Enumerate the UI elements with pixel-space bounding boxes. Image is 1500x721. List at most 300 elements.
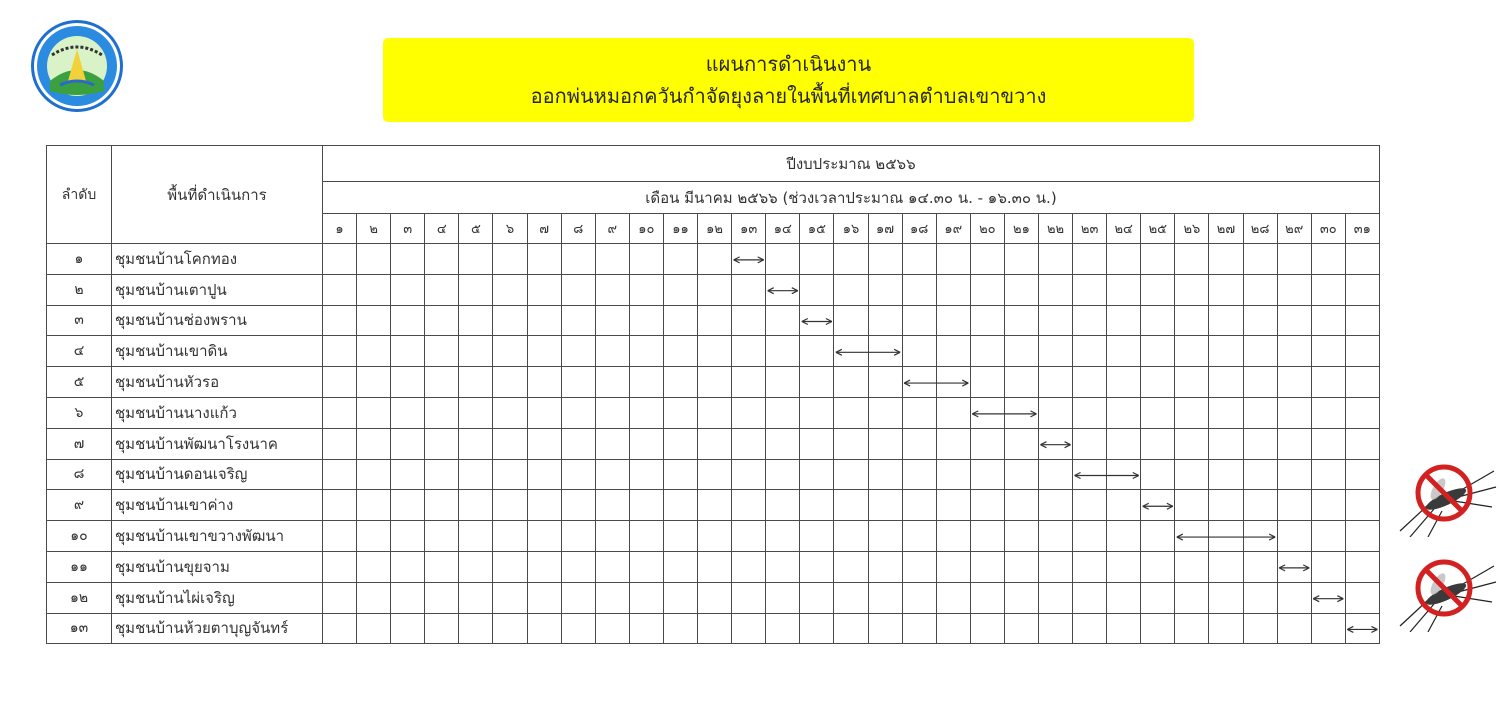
day-cell [323, 490, 357, 521]
day-cell [663, 428, 697, 459]
day-cell [493, 397, 527, 428]
day-cell [1345, 551, 1379, 582]
table-row [47, 367, 1380, 398]
day-cell [561, 551, 595, 582]
table-row [47, 459, 1380, 490]
day-cell [1073, 367, 1107, 398]
day-cell [1004, 305, 1038, 336]
day-cell [732, 490, 766, 521]
day-cell [868, 274, 902, 305]
day-cell [595, 305, 629, 336]
day-cell [527, 551, 561, 582]
day-cell [1243, 428, 1277, 459]
day-cell [766, 274, 800, 305]
day-cell [1175, 551, 1209, 582]
day-cell [970, 305, 1004, 336]
day-cell [970, 244, 1004, 275]
day-cell [698, 582, 732, 613]
day-header: ๑๘ [902, 214, 936, 244]
day-cell [1038, 274, 1072, 305]
day-cell [1073, 613, 1107, 644]
day-cell [766, 521, 800, 552]
day-cell [425, 336, 459, 367]
day-cell [425, 244, 459, 275]
day-cell [1345, 274, 1379, 305]
title-banner [383, 38, 1194, 122]
day-cell [1004, 428, 1038, 459]
table-row [47, 244, 1380, 275]
day-cell [1243, 244, 1277, 275]
day-cell [357, 305, 391, 336]
day-cell [629, 613, 663, 644]
day-cell [1243, 336, 1277, 367]
day-cell [1277, 428, 1311, 459]
day-cell [1209, 613, 1243, 644]
day-cell [1141, 244, 1175, 275]
day-cell [936, 336, 970, 367]
day-cell [1004, 521, 1038, 552]
day-header: ๑๒ [698, 214, 732, 244]
day-cell [732, 551, 766, 582]
day-cell [629, 305, 663, 336]
day-cell [561, 459, 595, 490]
day-cell [1107, 244, 1141, 275]
day-cell [800, 582, 834, 613]
row-number: ๔ [47, 336, 112, 367]
day-cell [1345, 336, 1379, 367]
day-cell [800, 397, 834, 428]
day-cell [868, 582, 902, 613]
day-cell [936, 367, 970, 398]
day-cell [561, 274, 595, 305]
row-number: ๑๑ [47, 551, 112, 582]
day-cell [323, 336, 357, 367]
day-cell [1175, 397, 1209, 428]
day-cell [425, 490, 459, 521]
day-cell [493, 551, 527, 582]
day-cell [1038, 582, 1072, 613]
day-cell [1243, 367, 1277, 398]
day-cell [1004, 367, 1038, 398]
day-cell [323, 613, 357, 644]
day-cell [834, 521, 868, 552]
no-mosquito-icon [1398, 548, 1498, 632]
day-header: ๒๒ [1038, 214, 1072, 244]
day-cell [323, 305, 357, 336]
day-cell [970, 551, 1004, 582]
day-cell [1141, 305, 1175, 336]
day-cell [1277, 490, 1311, 521]
day-cell [629, 244, 663, 275]
day-cell [1073, 582, 1107, 613]
municipality-seal-icon [30, 19, 124, 113]
day-cell [629, 336, 663, 367]
day-cell [595, 397, 629, 428]
day-cell [595, 490, 629, 521]
day-cell [1107, 367, 1141, 398]
day-cell [732, 367, 766, 398]
row-area: ชุมชนบ้านหัวรอ [112, 367, 323, 398]
row-area: ชุมชนบ้านช่องพราน [112, 305, 323, 336]
day-cell [970, 397, 1004, 428]
day-cell [595, 274, 629, 305]
day-cell [868, 305, 902, 336]
day-cell [800, 490, 834, 521]
row-area: ชุมชนบ้านเขาดิน [112, 336, 323, 367]
day-cell [1038, 367, 1072, 398]
day-cell [1209, 336, 1243, 367]
day-cell [629, 490, 663, 521]
row-area: ชุมชนบ้านขุยจาม [112, 551, 323, 582]
day-cell [527, 244, 561, 275]
row-area: ชุมชนบ้านพัฒนาโรงนาค [112, 428, 323, 459]
day-cell [902, 551, 936, 582]
day-cell [323, 521, 357, 552]
day-cell [323, 459, 357, 490]
day-cell [1141, 336, 1175, 367]
day-cell [698, 305, 732, 336]
day-cell [1277, 613, 1311, 644]
day-cell [425, 459, 459, 490]
day-cell [663, 582, 697, 613]
day-cell [1073, 244, 1107, 275]
day-cell [732, 521, 766, 552]
day-cell [493, 428, 527, 459]
day-header: ๑๑ [663, 214, 697, 244]
day-cell [936, 613, 970, 644]
day-cell [527, 582, 561, 613]
day-cell [834, 397, 868, 428]
day-cell [1107, 582, 1141, 613]
day-cell [493, 367, 527, 398]
day-cell [1107, 274, 1141, 305]
day-cell [1209, 244, 1243, 275]
day-cell [766, 397, 800, 428]
day-cell [1141, 397, 1175, 428]
month-header: เดือน มีนาคม ๒๕๖๖ (ช่วงเวลาประมาณ ๑๔.๓๐ น. - ๑๖.๓๐ น.) [323, 182, 1380, 214]
day-cell [629, 582, 663, 613]
table-row [47, 551, 1380, 582]
day-cell [425, 582, 459, 613]
day-cell [698, 551, 732, 582]
day-cell [732, 336, 766, 367]
day-cell [323, 551, 357, 582]
day-cell [357, 397, 391, 428]
row-area: ชุมชนบ้านเตาปูน [112, 274, 323, 305]
day-header: ๑๙ [936, 214, 970, 244]
day-cell [527, 397, 561, 428]
day-cell [1311, 244, 1345, 275]
day-cell [1209, 582, 1243, 613]
day-cell [459, 367, 493, 398]
day-cell [732, 428, 766, 459]
day-cell [1345, 397, 1379, 428]
day-cell [493, 490, 527, 521]
day-cell [970, 582, 1004, 613]
day-cell [698, 490, 732, 521]
day-cell [766, 582, 800, 613]
day-cell [459, 336, 493, 367]
day-cell [766, 336, 800, 367]
day-cell [834, 459, 868, 490]
day-cell [936, 428, 970, 459]
day-cell [834, 274, 868, 305]
day-cell [698, 397, 732, 428]
day-cell [663, 274, 697, 305]
day-cell [425, 613, 459, 644]
day-cell [902, 582, 936, 613]
day-cell [834, 244, 868, 275]
day-cell [459, 397, 493, 428]
day-header: ๒๖ [1175, 214, 1209, 244]
day-cell [663, 244, 697, 275]
day-cell [357, 490, 391, 521]
day-cell [800, 244, 834, 275]
day-cell [493, 613, 527, 644]
day-cell [1073, 551, 1107, 582]
day-cell [561, 336, 595, 367]
day-cell [1277, 459, 1311, 490]
day-cell [323, 428, 357, 459]
day-cell [527, 367, 561, 398]
day-cell [425, 521, 459, 552]
day-cell [732, 459, 766, 490]
day-cell [936, 459, 970, 490]
day-cell [663, 336, 697, 367]
day-cell [391, 582, 425, 613]
day-cell [595, 459, 629, 490]
day-header: ๘ [561, 214, 595, 244]
row-area: ชุมชนบ้านเขาขวางพัฒนา [112, 521, 323, 552]
day-cell [1311, 367, 1345, 398]
day-cell [1311, 274, 1345, 305]
day-cell [1277, 336, 1311, 367]
day-cell [629, 274, 663, 305]
day-cell [1038, 336, 1072, 367]
day-cell [663, 490, 697, 521]
day-cell [1209, 521, 1243, 552]
day-cell [527, 490, 561, 521]
day-cell [1038, 613, 1072, 644]
day-header: ๑๗ [868, 214, 902, 244]
day-cell [970, 613, 1004, 644]
day-cell [561, 613, 595, 644]
day-cell [391, 521, 425, 552]
day-cell [902, 490, 936, 521]
row-number: ๑ [47, 244, 112, 275]
day-cell [902, 521, 936, 552]
day-cell [868, 459, 902, 490]
row-area: ชุมชนบ้านนางแก้ว [112, 397, 323, 428]
day-cell [527, 613, 561, 644]
day-cell [391, 490, 425, 521]
day-cell [1073, 521, 1107, 552]
day-cell [766, 428, 800, 459]
day-cell [732, 305, 766, 336]
day-cell [800, 274, 834, 305]
day-cell [834, 428, 868, 459]
day-cell [936, 521, 970, 552]
day-cell [629, 551, 663, 582]
day-cell [1175, 613, 1209, 644]
day-cell [970, 521, 1004, 552]
table-row [47, 274, 1380, 305]
day-cell [493, 305, 527, 336]
day-cell [425, 397, 459, 428]
day-cell [800, 521, 834, 552]
day-cell [561, 305, 595, 336]
day-cell [357, 551, 391, 582]
day-cell [1209, 428, 1243, 459]
day-cell [1345, 613, 1379, 644]
day-cell [493, 274, 527, 305]
day-cell [800, 428, 834, 459]
table-row [47, 428, 1380, 459]
day-cell [732, 274, 766, 305]
day-cell [1107, 428, 1141, 459]
day-cell [663, 397, 697, 428]
day-cell [595, 521, 629, 552]
day-header: ๒๓ [1073, 214, 1107, 244]
day-cell [1004, 490, 1038, 521]
day-cell [527, 336, 561, 367]
day-cell [1175, 428, 1209, 459]
row-number: ๒ [47, 274, 112, 305]
day-cell [493, 459, 527, 490]
day-cell [561, 367, 595, 398]
day-cell [357, 428, 391, 459]
day-cell [902, 305, 936, 336]
day-cell [1209, 490, 1243, 521]
day-cell [1073, 490, 1107, 521]
day-cell [663, 613, 697, 644]
day-cell [425, 274, 459, 305]
day-cell [1107, 521, 1141, 552]
day-cell [834, 582, 868, 613]
day-cell [629, 521, 663, 552]
day-cell [1141, 367, 1175, 398]
day-cell [1311, 336, 1345, 367]
day-cell [527, 274, 561, 305]
day-cell [663, 551, 697, 582]
day-cell [1243, 490, 1277, 521]
day-cell [1175, 305, 1209, 336]
day-cell [1107, 490, 1141, 521]
day-cell [970, 459, 1004, 490]
row-number: ๖ [47, 397, 112, 428]
day-cell [391, 397, 425, 428]
day-cell [834, 336, 868, 367]
day-cell [1209, 459, 1243, 490]
day-cell [663, 367, 697, 398]
day-cell [902, 397, 936, 428]
day-cell [595, 551, 629, 582]
day-cell [1004, 397, 1038, 428]
day-cell [902, 428, 936, 459]
day-cell [902, 336, 936, 367]
day-header: ๔ [425, 214, 459, 244]
day-cell [732, 613, 766, 644]
row-number: ๗ [47, 428, 112, 459]
day-cell [1073, 305, 1107, 336]
title-line1: แผนการดำเนินงาน [705, 52, 872, 76]
day-cell [800, 336, 834, 367]
day-cell [493, 582, 527, 613]
day-cell [595, 428, 629, 459]
day-cell [1345, 521, 1379, 552]
day-cell [1243, 397, 1277, 428]
day-cell [1107, 613, 1141, 644]
day-header: ๑๔ [766, 214, 800, 244]
day-cell [868, 490, 902, 521]
day-cell [629, 367, 663, 398]
day-cell [800, 613, 834, 644]
day-cell [459, 274, 493, 305]
day-cell [357, 582, 391, 613]
day-cell [357, 274, 391, 305]
day-cell [1345, 582, 1379, 613]
day-cell [357, 521, 391, 552]
no-mosquito-icon [1398, 453, 1498, 537]
day-cell [1038, 428, 1072, 459]
day-cell [834, 367, 868, 398]
day-cell [1311, 459, 1345, 490]
day-header: ๗ [527, 214, 561, 244]
day-cell [1107, 551, 1141, 582]
day-cell [1073, 274, 1107, 305]
day-cell [834, 551, 868, 582]
day-cell [698, 274, 732, 305]
day-cell [698, 521, 732, 552]
day-cell [1141, 428, 1175, 459]
day-cell [1141, 521, 1175, 552]
table-row [47, 613, 1380, 644]
day-cell [1004, 244, 1038, 275]
day-cell [1073, 428, 1107, 459]
day-cell [1345, 244, 1379, 275]
day-cell [1073, 459, 1107, 490]
day-cell [936, 582, 970, 613]
day-cell [323, 244, 357, 275]
day-cell [766, 305, 800, 336]
day-cell [459, 613, 493, 644]
day-cell [595, 367, 629, 398]
day-cell [970, 428, 1004, 459]
day-cell [391, 336, 425, 367]
day-cell [357, 367, 391, 398]
day-cell [1175, 367, 1209, 398]
day-cell [766, 551, 800, 582]
day-cell [1209, 397, 1243, 428]
row-number: ๓ [47, 305, 112, 336]
day-cell [1107, 397, 1141, 428]
day-header: ๙ [595, 214, 629, 244]
day-cell [698, 613, 732, 644]
day-cell [459, 459, 493, 490]
day-cell [1345, 305, 1379, 336]
day-header: ๑๓ [732, 214, 766, 244]
day-cell [902, 613, 936, 644]
table-row [47, 305, 1380, 336]
day-cell [391, 613, 425, 644]
day-cell [834, 305, 868, 336]
day-cell [1175, 582, 1209, 613]
day-cell [1175, 490, 1209, 521]
table-row [47, 336, 1380, 367]
day-cell [868, 613, 902, 644]
day-cell [1311, 613, 1345, 644]
column-header-area: พื้นที่ดำเนินการ [112, 146, 323, 244]
